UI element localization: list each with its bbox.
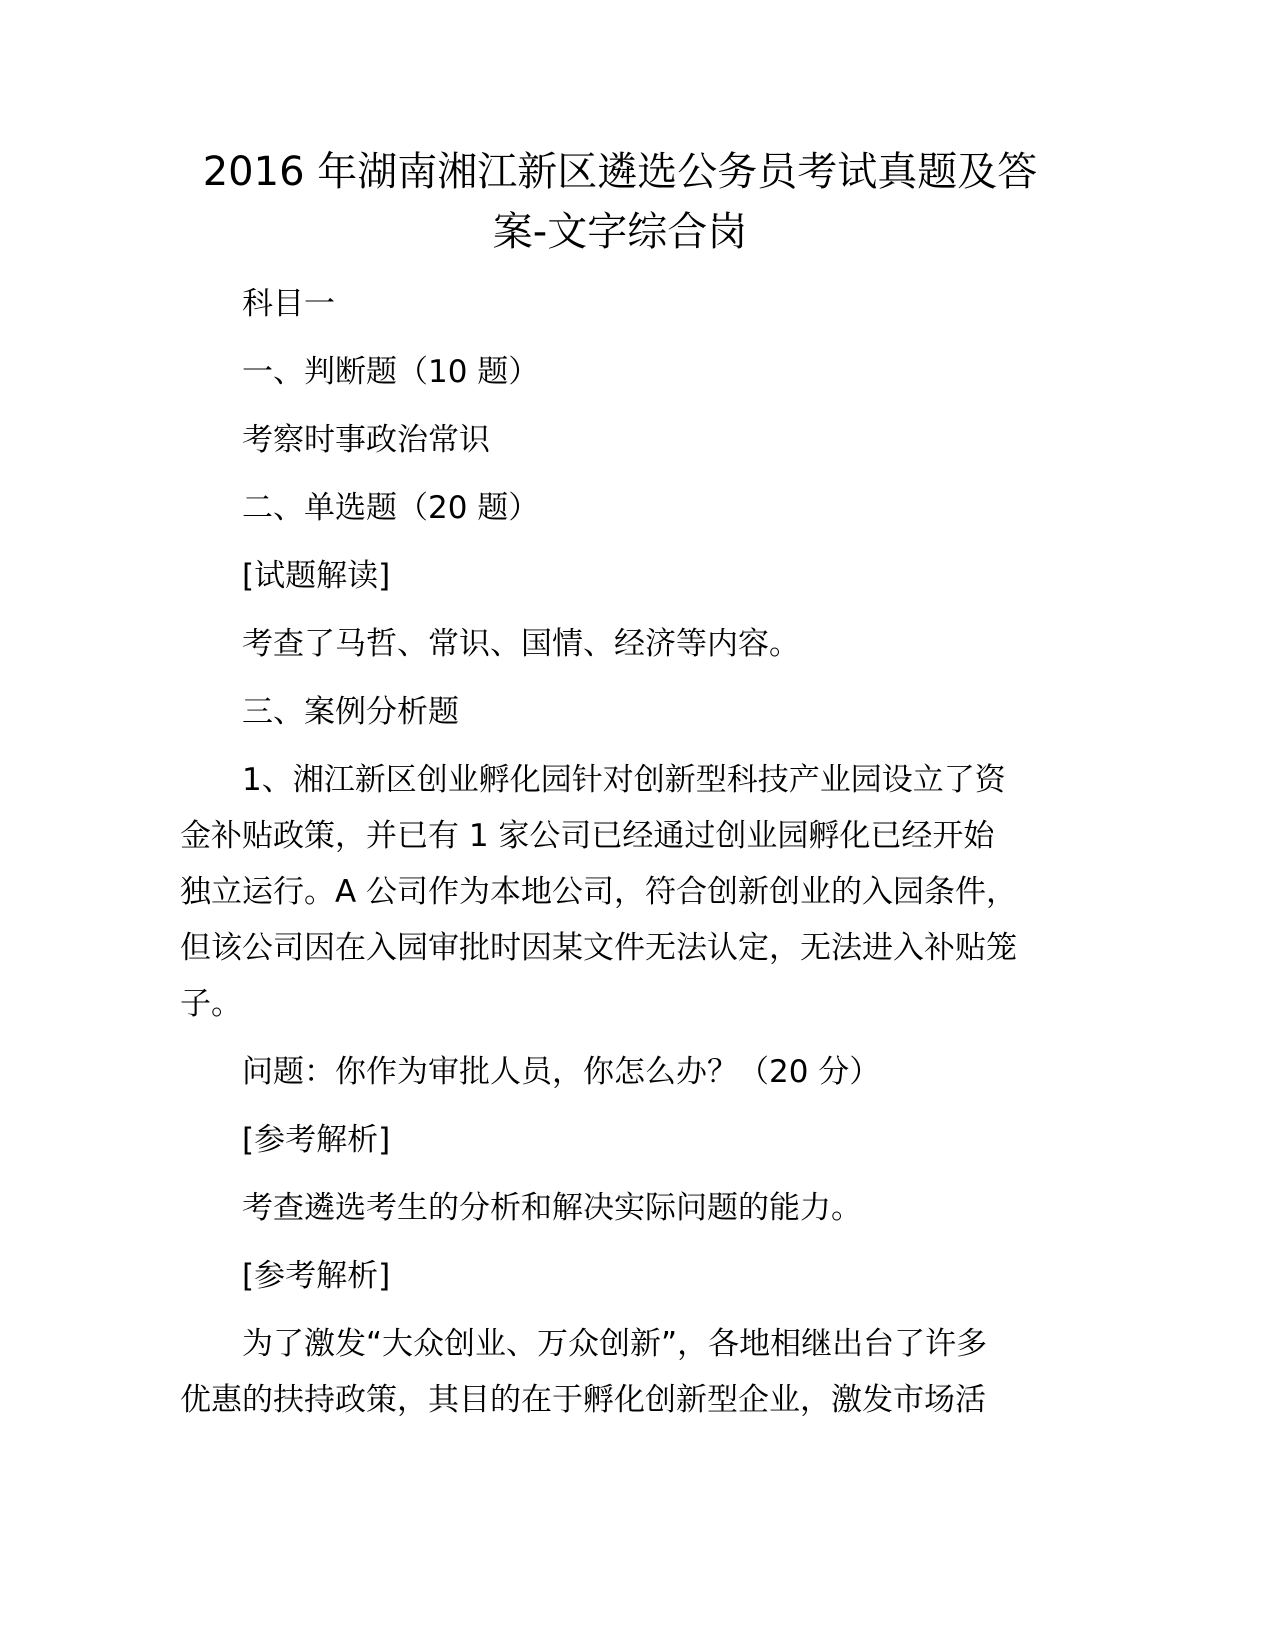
reference-text-1: 考查遴选考生的分析和解决实际问题的能力。 (242, 1190, 862, 1226)
answer-paragraph (180, 1316, 1060, 1428)
answer-line-1: 为了激发“大众创业、万众创新”，各地相继出台了许多 (242, 1326, 988, 1362)
section1-description: 考察时事政治常识 (242, 422, 490, 458)
section2-description: 考查了马哲、常识、国情、经济等内容。 (242, 626, 800, 662)
document-page (180, 142, 1060, 1428)
section2-heading: 二、单选题（20 题） (242, 490, 540, 526)
question-text: 问题：你作为审批人员，你怎么办？（20 分） (242, 1054, 881, 1090)
reference-label-1: [参考解析] (242, 1122, 391, 1158)
case1-paragraph (180, 752, 1060, 1032)
case1-line-4: 但该公司因在入园审批时因某文件无法认定，无法进入补贴笼 (180, 930, 1017, 966)
section1-heading: 一、判断题（10 题） (242, 354, 540, 390)
case1-line-5: 子。 (180, 986, 242, 1022)
case1-line-1: 1、湘江新区创业孵化园针对创新型科技产业园设立了资 (242, 762, 1006, 798)
answer-line-2: 优惠的扶持政策，其目的在于孵化创新型企业，激发市场活 (180, 1382, 986, 1418)
case1-line-2: 金补贴政策，并已有 1 家公司已经通过创业园孵化已经开始 (180, 818, 995, 854)
title-line-2: 案-文字综合岗 (492, 209, 748, 255)
title-line-1: 2016 年湖南湘江新区遴选公务员考试真题及答 (202, 149, 1038, 195)
subject-label: 科目一 (242, 286, 335, 322)
reference-label-2: [参考解析] (242, 1258, 391, 1294)
case1-line-3: 独立运行。A 公司作为本地公司，符合创新创业的入园条件， (180, 874, 1018, 910)
document-title (180, 142, 1060, 262)
section3-heading: 三、案例分析题 (242, 694, 459, 730)
section2-subheading: [试题解读] (242, 558, 391, 594)
